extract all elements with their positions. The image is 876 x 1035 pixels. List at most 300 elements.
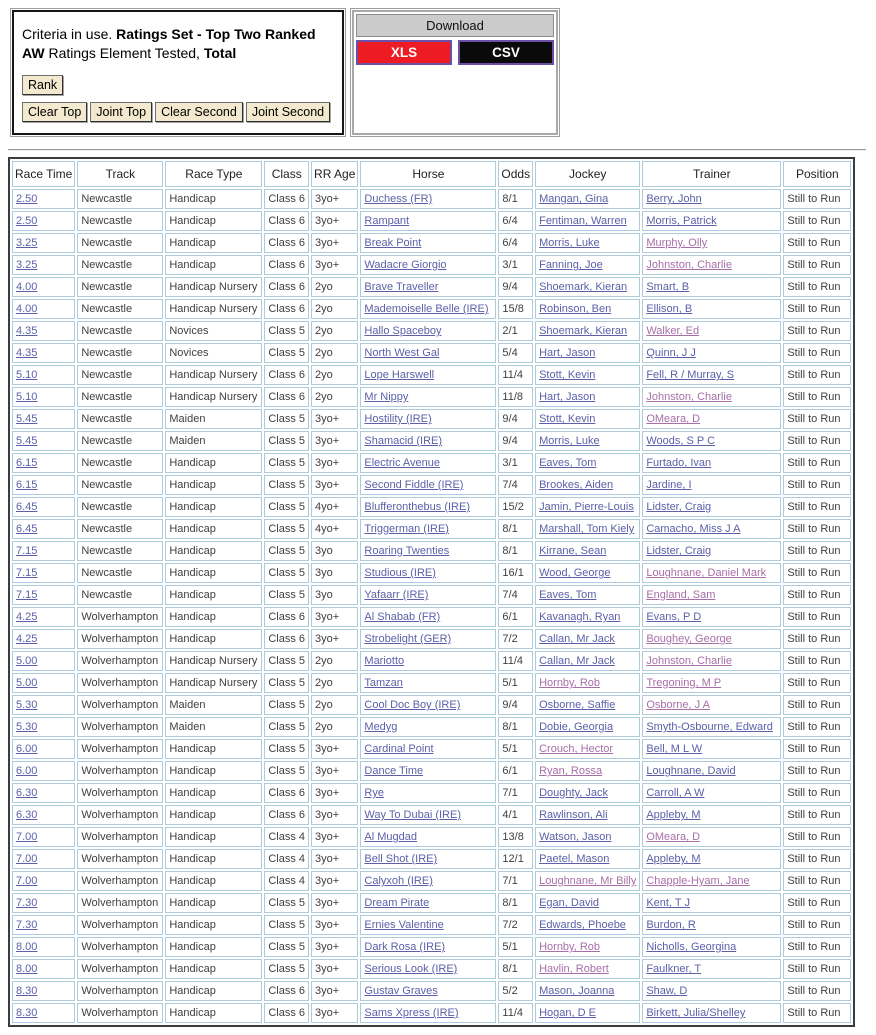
position-cell: Still to Run (783, 849, 851, 869)
jockey-link[interactable]: Loughnane, Mr Billy (539, 875, 637, 887)
horse-link[interactable]: Dark Rosa (IRE) (364, 941, 446, 953)
race-time-link-cell (12, 739, 75, 759)
table-row (12, 827, 851, 847)
criteria-text: Criteria in use. Ratings Set - Top Two Ranked AW Ratings Element Tested, Total (22, 26, 316, 61)
position-cell: Still to Run (783, 519, 851, 539)
race-time-link-cell (12, 277, 75, 297)
odds-cell: 9/4 (498, 695, 533, 715)
track-cell: Newcastle (77, 563, 163, 583)
jockey-link[interactable]: Wood, George (539, 567, 611, 579)
class-cell: Class 6 (264, 277, 309, 297)
trainer-link[interactable]: Appleby, M (646, 853, 701, 865)
odds-cell: 7/1 (498, 783, 533, 803)
class-cell: Class 4 (264, 871, 309, 891)
jockey-link[interactable]: Eaves, Tom (539, 457, 597, 469)
horse-link[interactable]: Cool Doc Boy (IRE) (364, 699, 461, 711)
race-time-link[interactable]: 7.00 (16, 875, 38, 887)
jockey-link-cell (535, 431, 640, 451)
jockey-link[interactable]: Paetel, Mason (539, 853, 610, 865)
race-time-link-cell (12, 519, 75, 539)
trainer-link[interactable]: Furtado, Ivan (646, 457, 712, 469)
race-time-link[interactable]: 7.00 (16, 831, 38, 843)
horse-link[interactable]: Mademoiselle Belle (IRE) (364, 303, 489, 315)
race-time-link-cell (12, 871, 75, 891)
jockey-link[interactable]: Rawlinson, Ali (539, 809, 608, 821)
race-time-link[interactable]: 5.00 (16, 677, 38, 689)
class-cell: Class 5 (264, 497, 309, 517)
horse-link[interactable]: Rampant (364, 215, 410, 227)
column-header-trainer: Trainer (642, 161, 781, 187)
track-cell: Newcastle (77, 365, 163, 385)
track-cell: Wolverhampton (77, 827, 163, 847)
horse-link-cell (360, 497, 496, 517)
odds-cell: 7/2 (498, 915, 533, 935)
trainer-link-cell (642, 453, 781, 473)
track-cell: Newcastle (77, 321, 163, 341)
race-time-link[interactable]: 6.30 (16, 787, 38, 799)
table-row (12, 365, 851, 385)
rank-button[interactable]: Rank (22, 75, 63, 95)
download-xls-button[interactable]: XLS (356, 40, 452, 65)
race-time-link-cell (12, 761, 75, 781)
trainer-link[interactable]: Fell, R / Murray, S (646, 369, 735, 381)
horse-link[interactable]: Ernies Valentine (364, 919, 444, 931)
jockey-link[interactable]: Marshall, Tom Kiely (539, 523, 635, 535)
race-time-link-cell (12, 475, 75, 495)
rr-age-cell: 3yo+ (311, 453, 358, 473)
horse-link[interactable]: Bell Shot (IRE) (364, 853, 438, 865)
horse-link-cell (360, 783, 496, 803)
race-time-link[interactable]: 7.15 (16, 567, 38, 579)
race-time-link[interactable]: 6.45 (16, 501, 38, 513)
rr-age-cell: 2yo (311, 321, 358, 341)
horse-link-cell (360, 651, 496, 671)
horse-link[interactable]: Tamzan (364, 677, 403, 689)
table-row (12, 783, 851, 803)
horse-link[interactable]: North West Gal (364, 347, 440, 359)
trainer-link-cell (642, 409, 781, 429)
table-row (12, 739, 851, 759)
race-time-link[interactable]: 4.25 (16, 611, 38, 623)
horse-link[interactable]: Studious (IRE) (364, 567, 436, 579)
race-type-cell: Handicap (165, 871, 262, 891)
jockey-link-cell (535, 343, 640, 363)
trainer-link[interactable]: Smart, B (646, 281, 690, 293)
odds-cell: 16/1 (498, 563, 533, 583)
trainer-link[interactable]: Smyth-Osbourne, Edward (646, 721, 773, 733)
position-cell: Still to Run (783, 431, 851, 451)
column-header-odds: Odds (498, 161, 533, 187)
race-time-link[interactable]: 6.45 (16, 523, 38, 535)
race-time-link[interactable]: 5.10 (16, 391, 38, 403)
jockey-link[interactable]: Robinson, Ben (539, 303, 612, 315)
rr-age-cell: 2yo (311, 387, 358, 407)
horse-link[interactable]: Calyxoh (IRE) (364, 875, 433, 887)
race-type-cell: Handicap (165, 937, 262, 957)
trainer-link[interactable]: Tregoning, M P (646, 677, 722, 689)
class-cell: Class 5 (264, 563, 309, 583)
jockey-link[interactable]: Osborne, Saffie (539, 699, 616, 711)
criteria-panel-inner (12, 10, 344, 135)
race-time-link[interactable]: 4.00 (16, 281, 38, 293)
race-time-link[interactable]: 4.00 (16, 303, 38, 315)
race-time-link-cell (12, 365, 75, 385)
horse-link[interactable]: Shamacid (IRE) (364, 435, 443, 447)
horse-link-cell (360, 409, 496, 429)
trainer-link-cell (642, 783, 781, 803)
trainer-link[interactable]: Chapple-Hyam, Jane (646, 875, 750, 887)
trainer-link-cell (642, 343, 781, 363)
race-time-link[interactable]: 6.15 (16, 479, 38, 491)
track-cell: Newcastle (77, 409, 163, 429)
horse-link[interactable]: Hostility (IRE) (364, 413, 432, 425)
odds-cell: 8/1 (498, 519, 533, 539)
race-time-link-cell (12, 321, 75, 341)
class-cell: Class 5 (264, 431, 309, 451)
trainer-link[interactable]: England, Sam (646, 589, 716, 601)
trainer-link-cell (642, 805, 781, 825)
horse-link[interactable]: Mariotto (364, 655, 405, 667)
jockey-link[interactable]: Callan, Mr Jack (539, 633, 615, 645)
jockey-link[interactable]: Stott, Kevin (539, 413, 596, 425)
jockey-link[interactable]: Jamin, Pierre-Louis (539, 501, 634, 513)
race-time-link[interactable]: 5.30 (16, 699, 38, 711)
jockey-link[interactable]: Kirrane, Sean (539, 545, 607, 557)
trainer-link[interactable]: Bell, M L W (646, 743, 703, 755)
jockey-link[interactable]: Hart, Jason (539, 347, 596, 359)
jockey-link[interactable]: Hornby, Rob (539, 941, 601, 953)
trainer-link[interactable]: Woods, S P C (646, 435, 716, 447)
trainer-link[interactable]: Carroll, A W (646, 787, 705, 799)
trainer-link[interactable]: Johnston, Charlie (646, 655, 732, 667)
table-header-row (12, 161, 851, 187)
jockey-link[interactable]: Shoemark, Kieran (539, 281, 628, 293)
class-cell: Class 6 (264, 783, 309, 803)
trainer-link[interactable]: Jardine, I (646, 479, 692, 491)
table-row (12, 1003, 851, 1023)
race-time-link[interactable]: 7.15 (16, 589, 38, 601)
race-time-link[interactable]: 3.25 (16, 259, 38, 271)
jockey-link-cell (535, 365, 640, 385)
race-time-link-cell (12, 585, 75, 605)
table-row (12, 321, 851, 341)
trainer-link[interactable]: Birkett, Julia/Shelley (646, 1007, 746, 1019)
jockey-link[interactable]: Hogan, D E (539, 1007, 596, 1019)
table-row (12, 981, 851, 1001)
odds-cell: 15/8 (498, 299, 533, 319)
jockey-link[interactable]: Mason, Joanna (539, 985, 615, 997)
odds-cell: 8/1 (498, 541, 533, 561)
horse-link-cell (360, 189, 496, 209)
jockey-link[interactable]: Dobie, Georgia (539, 721, 614, 733)
rr-age-cell: 3yo+ (311, 189, 358, 209)
race-time-link[interactable]: 5.30 (16, 721, 38, 733)
rr-age-cell: 3yo+ (311, 607, 358, 627)
position-cell: Still to Run (783, 915, 851, 935)
trainer-link[interactable]: Lidster, Craig (646, 501, 712, 513)
horse-link-cell (360, 211, 496, 231)
race-time-link[interactable]: 4.25 (16, 633, 38, 645)
race-time-link[interactable]: 6.15 (16, 457, 38, 469)
race-type-cell: Handicap (165, 541, 262, 561)
jockey-link[interactable]: Havlin, Robert (539, 963, 609, 975)
trainer-link[interactable]: Evans, P D (646, 611, 702, 623)
horse-link-cell (360, 321, 496, 341)
trainer-link-cell (642, 189, 781, 209)
jockey-link[interactable]: Mangan, Gina (539, 193, 609, 205)
horse-link[interactable]: Roaring Twenties (364, 545, 450, 557)
race-type-cell: Handicap Nursery (165, 673, 262, 693)
trainer-link[interactable]: Morris, Patrick (646, 215, 717, 227)
position-cell: Still to Run (783, 255, 851, 275)
jockey-link[interactable]: Morris, Luke (539, 237, 600, 249)
jockey-link[interactable]: Ryan, Rossa (539, 765, 603, 777)
horse-link[interactable]: Way To Dubai (IRE) (364, 809, 461, 821)
trainer-link-cell (642, 519, 781, 539)
race-time-link[interactable]: 8.30 (16, 1007, 38, 1019)
table-row (12, 299, 851, 319)
rr-age-cell: 3yo+ (311, 827, 358, 847)
trainer-link[interactable]: Loughnane, David (646, 765, 736, 777)
horse-link[interactable]: Brave Traveller (364, 281, 439, 293)
horse-link[interactable]: Dream Pirate (364, 897, 430, 909)
class-cell: Class 5 (264, 915, 309, 935)
horse-link[interactable]: Al Mugdad (364, 831, 417, 843)
trainer-link[interactable]: Berry, John (646, 193, 702, 205)
rank-row (22, 75, 334, 95)
horse-link[interactable]: Duchess (FR) (364, 193, 433, 205)
table-row (12, 607, 851, 627)
position-cell: Still to Run (783, 321, 851, 341)
race-time-link[interactable]: 8.00 (16, 963, 38, 975)
race-time-link[interactable]: 7.30 (16, 919, 38, 931)
odds-cell: 11/4 (498, 1003, 533, 1023)
class-cell: Class 6 (264, 629, 309, 649)
horse-link[interactable]: Sams Xpress (IRE) (364, 1007, 459, 1019)
horse-link[interactable]: Triggerman (IRE) (364, 523, 449, 535)
trainer-link-cell (642, 497, 781, 517)
race-time-link[interactable]: 6.00 (16, 743, 38, 755)
trainer-link[interactable]: Lidster, Craig (646, 545, 712, 557)
trainer-link[interactable]: Boughey, George (646, 633, 732, 645)
race-type-cell: Handicap (165, 981, 262, 1001)
table-row (12, 893, 851, 913)
jockey-link[interactable]: Fentiman, Warren (539, 215, 627, 227)
race-type-cell: Handicap (165, 607, 262, 627)
odds-cell: 6/4 (498, 211, 533, 231)
race-type-cell: Handicap Nursery (165, 651, 262, 671)
horse-link[interactable]: Mr Nippy (364, 391, 409, 403)
trainer-link[interactable]: Loughnane, Daniel Mark (646, 567, 767, 579)
horse-link[interactable]: Serious Look (IRE) (364, 963, 458, 975)
horse-link[interactable]: Medyg (364, 721, 398, 733)
track-cell: Wolverhampton (77, 651, 163, 671)
table-row (12, 431, 851, 451)
jockey-link[interactable]: Crouch, Hector (539, 743, 614, 755)
horse-link[interactable]: Blufferonthebus (IRE) (364, 501, 470, 513)
horse-link-cell (360, 673, 496, 693)
rr-age-cell: 3yo+ (311, 783, 358, 803)
jockey-link[interactable]: Egan, David (539, 897, 600, 909)
horse-link-cell (360, 1003, 496, 1023)
race-time-link[interactable]: 4.35 (16, 325, 38, 337)
table-row (12, 937, 851, 957)
class-cell: Class 5 (264, 717, 309, 737)
table-row (12, 563, 851, 583)
race-time-link[interactable]: 2.50 (16, 215, 38, 227)
race-time-link[interactable]: 3.25 (16, 237, 38, 249)
class-cell: Class 6 (264, 1003, 309, 1023)
trainer-link[interactable]: Faulkner, T (646, 963, 702, 975)
odds-cell: 5/1 (498, 937, 533, 957)
race-time-link[interactable]: 4.35 (16, 347, 38, 359)
download-panel-inner (352, 10, 558, 135)
horse-link-cell (360, 541, 496, 561)
race-time-link[interactable]: 6.30 (16, 809, 38, 821)
horse-link-cell (360, 893, 496, 913)
horse-link[interactable]: Hallo Spaceboy (364, 325, 442, 337)
column-header-race-type: Race Type (165, 161, 262, 187)
track-cell: Newcastle (77, 453, 163, 473)
jockey-link[interactable]: Eaves, Tom (539, 589, 597, 601)
trainer-link[interactable]: Burdon, R (646, 919, 696, 931)
odds-cell: 9/4 (498, 409, 533, 429)
trainer-link-cell (642, 299, 781, 319)
jockey-link-cell (535, 717, 640, 737)
race-time-link-cell (12, 915, 75, 935)
table-body (12, 189, 851, 1023)
track-cell: Wolverhampton (77, 1003, 163, 1023)
trainer-link[interactable]: Johnston, Charlie (646, 391, 732, 403)
joint-second-button[interactable]: Joint Second (246, 102, 330, 122)
jockey-link[interactable]: Stott, Kevin (539, 369, 596, 381)
rr-age-cell: 3yo (311, 563, 358, 583)
trainer-link[interactable]: OMeara, D (646, 413, 701, 425)
trainer-link[interactable]: Appleby, M (646, 809, 701, 821)
horse-link[interactable]: Wadacre Giorgio (364, 259, 447, 271)
jockey-link[interactable]: Hornby, Rob (539, 677, 601, 689)
jockey-link-cell (535, 277, 640, 297)
jockey-link-cell (535, 827, 640, 847)
jockey-link-cell (535, 893, 640, 913)
horse-link[interactable]: Dance Time (364, 765, 424, 777)
horse-link-cell (360, 849, 496, 869)
horse-link[interactable]: Break Point (364, 237, 422, 249)
jockey-link[interactable]: Edwards, Phoebe (539, 919, 626, 931)
race-time-link-cell (12, 255, 75, 275)
clear-second-button[interactable]: Clear Second (155, 102, 243, 122)
race-time-link-cell (12, 629, 75, 649)
track-cell: Newcastle (77, 387, 163, 407)
jockey-link-cell (535, 585, 640, 605)
race-time-link[interactable]: 7.00 (16, 853, 38, 865)
horse-link-cell (360, 827, 496, 847)
jockey-link-cell (535, 651, 640, 671)
trainer-link[interactable]: Osborne, J A (646, 699, 710, 711)
trainer-link[interactable]: Quinn, J J (646, 347, 696, 359)
horse-link[interactable]: Gustav Graves (364, 985, 438, 997)
jockey-link[interactable]: Brookes, Aiden (539, 479, 614, 491)
rr-age-cell: 4yo+ (311, 519, 358, 539)
race-time-link[interactable]: 7.30 (16, 897, 38, 909)
jockey-link[interactable]: Hart, Jason (539, 391, 596, 403)
jockey-link-cell (535, 475, 640, 495)
trainer-link[interactable]: Walker, Ed (646, 325, 700, 337)
jockey-link[interactable]: Shoemark, Kieran (539, 325, 628, 337)
table-row (12, 409, 851, 429)
trainer-link[interactable]: Ellison, B (646, 303, 693, 315)
table-row (12, 497, 851, 517)
trainer-link[interactable]: Murphy, Olly (646, 237, 708, 249)
race-time-link[interactable]: 8.00 (16, 941, 38, 953)
race-time-link[interactable]: 8.30 (16, 985, 38, 997)
position-cell: Still to Run (783, 827, 851, 847)
horse-link[interactable]: Second Fiddle (IRE) (364, 479, 464, 491)
jockey-link-cell (535, 519, 640, 539)
trainer-link-cell (642, 959, 781, 979)
race-time-link[interactable]: 7.15 (16, 545, 38, 557)
trainer-link[interactable]: Johnston, Charlie (646, 259, 732, 271)
jockey-link[interactable]: Fanning, Joe (539, 259, 603, 271)
horse-link[interactable]: Rye (364, 787, 384, 799)
horse-link[interactable]: Strobelight (GER) (364, 633, 452, 645)
horse-link[interactable]: Electric Avenue (364, 457, 441, 469)
horse-link[interactable]: Al Shabab (FR) (364, 611, 441, 623)
horse-link[interactable]: Lope Harswell (364, 369, 435, 381)
jockey-link[interactable]: Watson, Jason (539, 831, 612, 843)
clear-top-button[interactable]: Clear Top (22, 102, 87, 122)
table-row (12, 651, 851, 671)
trainer-link[interactable]: Nicholls, Georgina (646, 941, 737, 953)
position-cell: Still to Run (783, 629, 851, 649)
trainer-link[interactable]: OMeara, D (646, 831, 701, 843)
jockey-link[interactable]: Kavanagh, Ryan (539, 611, 621, 623)
race-time-link[interactable]: 5.45 (16, 413, 38, 425)
race-type-cell: Handicap (165, 959, 262, 979)
race-type-cell: Handicap (165, 783, 262, 803)
position-cell: Still to Run (783, 893, 851, 913)
horse-link-cell (360, 431, 496, 451)
position-cell: Still to Run (783, 387, 851, 407)
race-time-link[interactable]: 6.00 (16, 765, 38, 777)
jockey-link[interactable]: Doughty, Jack (539, 787, 608, 799)
joint-top-button[interactable]: Joint Top (90, 102, 152, 122)
race-time-link[interactable]: 5.10 (16, 369, 38, 381)
trainer-link-cell (642, 607, 781, 627)
trainer-link[interactable]: Kent, T J (646, 897, 690, 909)
jockey-link-cell (535, 739, 640, 759)
track-cell: Wolverhampton (77, 871, 163, 891)
race-time-link[interactable]: 2.50 (16, 193, 38, 205)
trainer-link[interactable]: Shaw, D (646, 985, 688, 997)
jockey-link-cell (535, 783, 640, 803)
race-time-link[interactable]: 5.45 (16, 435, 38, 447)
horse-link[interactable]: Cardinal Point (364, 743, 434, 755)
jockey-link[interactable]: Callan, Mr Jack (539, 655, 615, 667)
column-header-rr-age: RR Age (311, 161, 358, 187)
race-time-link[interactable]: 5.00 (16, 655, 38, 667)
trainer-link[interactable]: Camacho, Miss J A (646, 523, 741, 535)
jockey-link[interactable]: Morris, Luke (539, 435, 600, 447)
download-csv-button[interactable]: CSV (458, 40, 554, 65)
jockey-link-cell (535, 629, 640, 649)
horse-link-cell (360, 519, 496, 539)
horse-link[interactable]: Yafaarr (IRE) (364, 589, 429, 601)
class-cell: Class 5 (264, 453, 309, 473)
horse-link-cell (360, 233, 496, 253)
race-time-link-cell (12, 651, 75, 671)
race-time-link-cell (12, 541, 75, 561)
